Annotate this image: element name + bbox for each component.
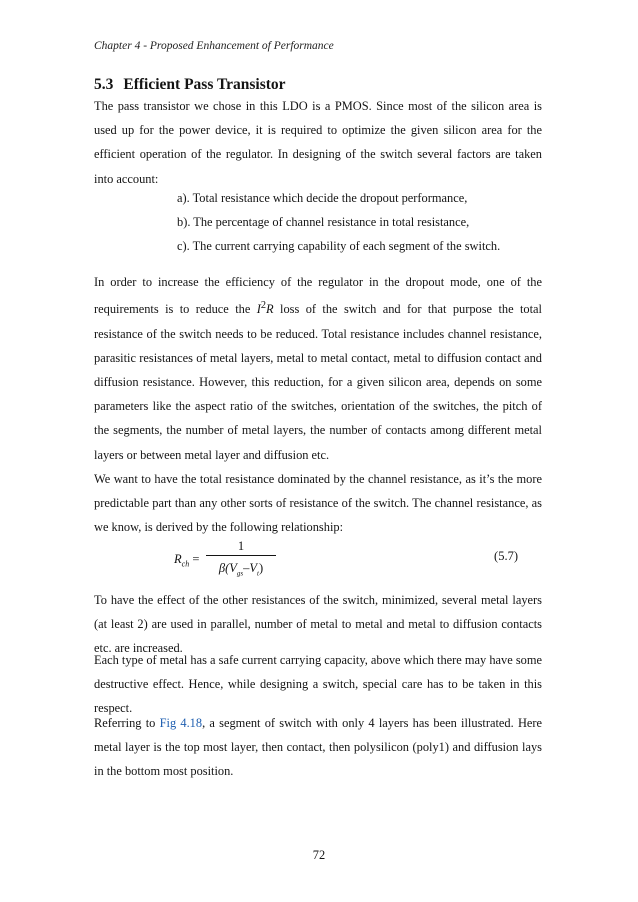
equation-numerator: 1 — [237, 539, 245, 553]
paragraph-current-capacity: Each type of metal has a safe current carrying capacity, above which there may have some destructive effect. Hence, while designing a switch, special care has to be taken in this respect. — [94, 653, 542, 716]
paragraph-text: , a segment of switch with only 4 layers has been illustrated. Here metal layer is the top most layer, then contact, then polysilicon (poly1) and diffusion lays in the bottom most position. — [94, 716, 543, 779]
equation-5-7 — [174, 537, 542, 581]
figure-link[interactable]: Fig 4.18 — [159, 716, 203, 730]
section-heading — [94, 76, 286, 94]
paragraph-text: loss of the switch and for that purpose the total resistance of the switch needs to be reduced. Total resistance includes channel resistance, parasitic resistances of metal layers, metal to metal contact, metal to diffusion contact and diffusion resistance. However, this reduction, for a given silicon area, depends on some parameters like the aspect ratio of the switches, orientation of the switches, the pitch of the segments, the number of metal layers, the number of contacts among different metal layers or between metal layer and diffusion etc. — [94, 302, 542, 462]
list-item: b). The percentage of channel resistance in total resistance, — [177, 215, 470, 230]
section-title: Efficient Pass Transistor — [123, 76, 286, 93]
equation-fraction — [204, 537, 278, 584]
equation-number: (5.7) — [494, 549, 518, 563]
equation-lhs: $R_{ch}$ = — [174, 552, 200, 569]
paragraph-intro: The pass transistor we chose in this LDO is a PMOS. Since most of the silicon area is used up for the power device, it is required to optimize the given silicon area for the efficient operation of the regulator. In designing of the switch several factors are taken into account: — [94, 99, 542, 186]
paragraph-channel: We want to have the total resistance dominated by the channel resistance, as it’s the more predictable part than any other sorts of resistance of the switch. The channel resistance, as we know, is derived by the following relationship: — [94, 472, 542, 535]
list-item: c). The current carrying capability of each segment of the switch. — [177, 239, 501, 254]
list-item: a). Total resistance which decide the dropout performance, — [177, 191, 468, 205]
paragraph-resistance — [94, 270, 542, 467]
resistance-symbol: R — [266, 302, 274, 317]
paragraph-metal-layers: To have the effect of the other resistances of the switch, minimized, several metal layers (at least 2) are used in parallel, number of metal to metal and metal to diffusion contacts etc. are increased. — [94, 593, 542, 656]
equation-denominator: $\beta(V_{gs}-V_t)$ — [218, 561, 264, 578]
power-superscript: 2 — [260, 300, 267, 312]
section-number: 5.3 — [94, 76, 114, 93]
factor-list — [177, 186, 500, 259]
paragraph-figure-reference — [94, 711, 542, 784]
current-symbol: I — [256, 302, 261, 317]
paragraph-text: In order to increase the efficiency of the regulator in the dropout mode, one of the requirements is to reduce the — [94, 275, 542, 317]
page-number: 72 — [312, 848, 326, 862]
paragraph-text: Referring to — [94, 716, 160, 730]
running-header: Chapter 4 - Proposed Enhancement of Performance — [94, 40, 334, 52]
